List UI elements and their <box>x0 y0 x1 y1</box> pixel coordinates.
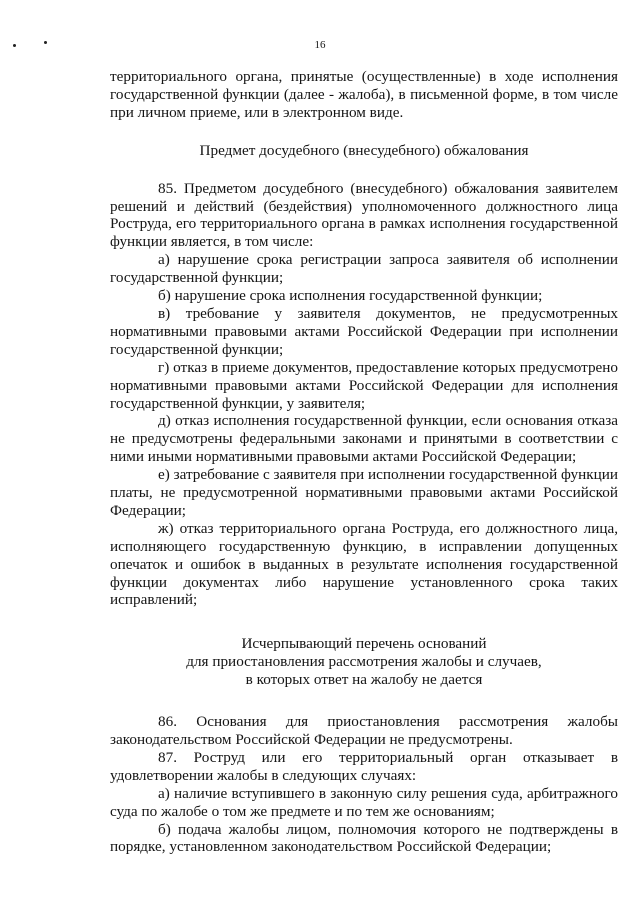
paragraph-87: 87. Роструд или его территориальный орган отказывает в удовлетворении жалобы в следующих случаях: <box>110 748 618 784</box>
heading-line: в которых ответ на жалобу не дается <box>245 671 483 689</box>
heading-line: Исчерпывающий перечень оснований <box>241 635 487 653</box>
list-item-85g: г) отказ в приеме документов, предоставление которых предусмотрено нормативными правовыми актами Российской Федерации для исполнения государственной функции, у заявителя; <box>110 358 618 412</box>
list-item-85v: в) требование у заявителя документов, не предусмотренных нормативными правовыми актами Российской Федерации при исполнении государственной функции; <box>110 304 618 358</box>
list-item-85d: д) отказ исполнения государственной функции, если основания отказа не предусмотрены федеральными законами и принятыми в соответствии с ними иными нормативными правовыми актами Российской Федерации; <box>110 412 618 466</box>
list-item-87b: б) подача жалобы лицом, полномочия которого не подтверждены в порядке, установленном законодательством Российской Федерации; <box>110 820 618 856</box>
intro-paragraph: территориального органа, принятые (осуществленные) в ходе исполнения государственной функции (далее - жалоба), в письменной форме, в том числе при личном приеме, или в электронном виде. <box>110 68 618 121</box>
list-item-87a: а) наличие вступившего в законную силу решения суда, арбитражного суда по жалобе о том же предмете и по тем же основаниям; <box>110 784 618 820</box>
page-number: 16 <box>314 39 326 51</box>
paragraph-85: 85. Предметом досудебного (внесудебного) обжалования заявителем решений и действий (бездействия) уполномоченного должностного лица Роструда, его территориального органа в рамках исполнения государственной функции является, в том числе: <box>110 179 618 251</box>
list-item-85a: а) нарушение срока регистрации запроса заявителя об исполнении государственной функции; <box>110 251 618 287</box>
document-body <box>110 68 618 856</box>
list-item-85e: е) затребование с заявителя при исполнении государственной функции платы, не предусмотренной нормативными правовыми актами Российской Федерации; <box>110 466 618 519</box>
heading-line: для приостановления рассмотрения жалобы и случаев, <box>186 653 542 671</box>
list-item-85b: б) нарушение срока исполнения государственной функции; <box>158 287 543 305</box>
paragraph-86: 86. Основания для приостановления рассмотрения жалобы законодательством Российской Федерации не предусмотрены. <box>110 713 618 748</box>
section-heading-appeal-subject: Предмет досудебного (внесудебного) обжалования <box>199 141 529 159</box>
section-heading-grounds <box>110 635 618 689</box>
list-item-85zh: ж) отказ территориального органа Роструда, его должностного лица, исполняющего государственную функцию, в исправлении допущенных опечаток и ошибок в выданных в результате исполнения государственной функции документах либо нарушение установленного срока таких исправлений; <box>110 519 618 609</box>
